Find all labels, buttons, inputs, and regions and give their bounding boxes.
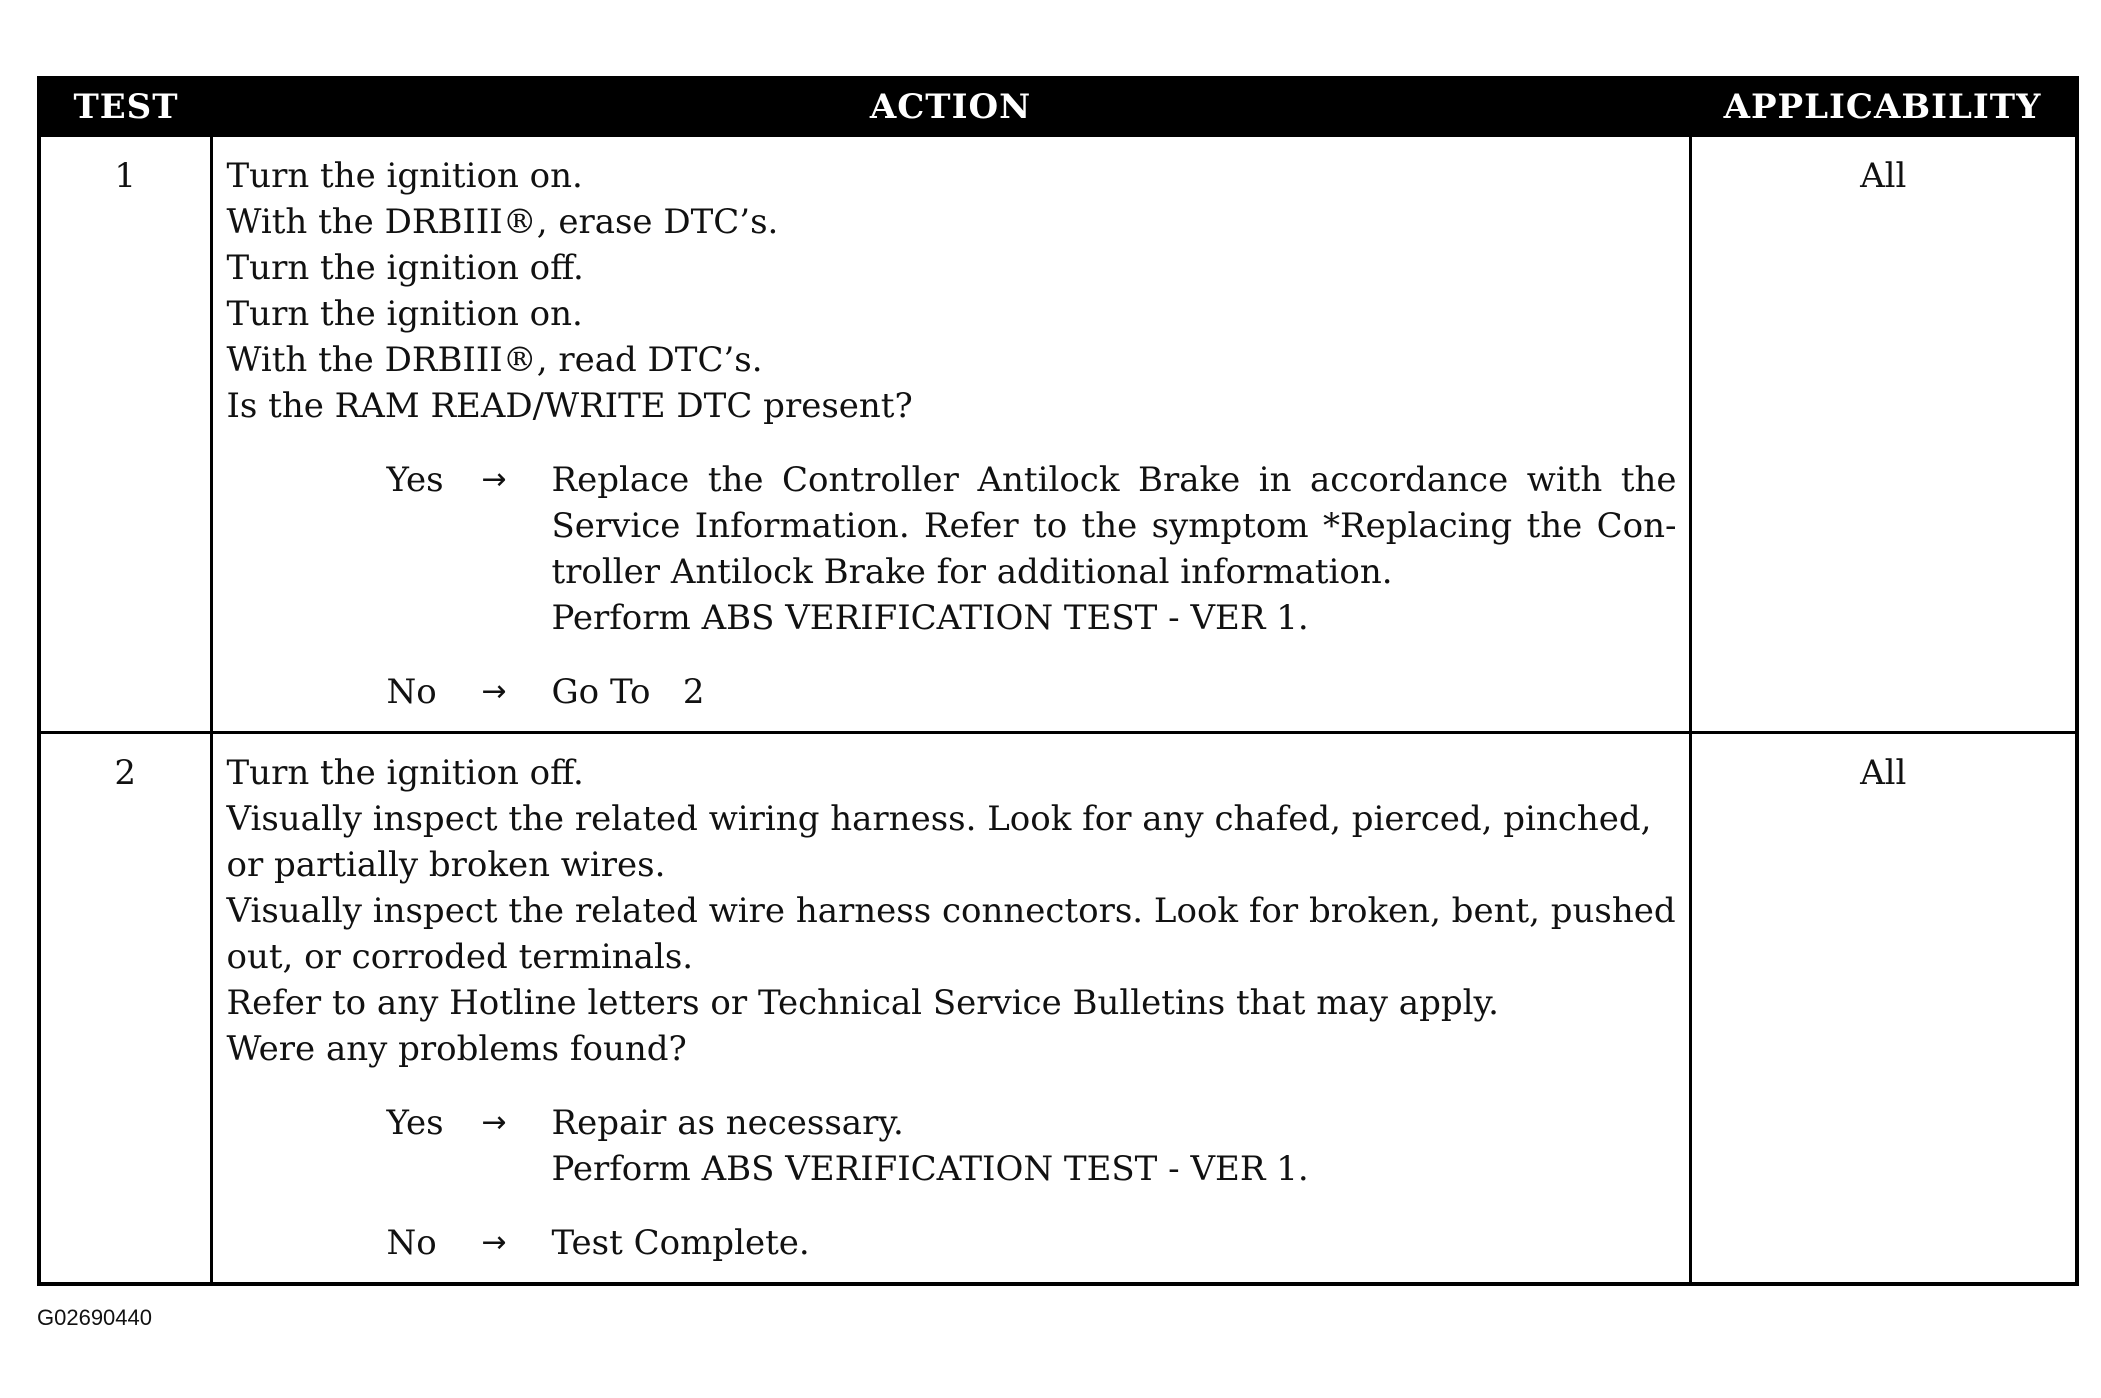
header-test: TEST bbox=[39, 78, 211, 136]
test-number: 1 bbox=[39, 136, 211, 733]
table-row bbox=[39, 733, 2077, 1285]
figure-id: G02690440 bbox=[37, 1305, 152, 1330]
action-step: With the DRBIII®, read DTC’s. bbox=[226, 340, 763, 380]
action-step: Visually inspect the related wiring harness. Look for any chafed, pierced, pinched, or partially broken wires. bbox=[226, 799, 1652, 885]
table-row bbox=[39, 136, 2077, 733]
yes-label: Yes bbox=[386, 460, 444, 500]
yes-line: Perform ABS VERIFICATION TEST - VER 1. bbox=[551, 1149, 1309, 1189]
diagnostic-test-table bbox=[37, 76, 2079, 1286]
no-branch bbox=[227, 669, 1677, 715]
test-number: 2 bbox=[39, 733, 211, 1285]
action-cell bbox=[211, 136, 1690, 733]
arrow-right-icon: → bbox=[481, 1105, 507, 1140]
arrow-right-icon: → bbox=[481, 674, 507, 709]
action-cell bbox=[211, 733, 1690, 1285]
yes-line: Repair as necessary. bbox=[551, 1103, 904, 1143]
arrow-right-icon: → bbox=[481, 1225, 507, 1260]
header-applicability: APPLICABILITY bbox=[1690, 78, 2077, 136]
yes-label: Yes bbox=[386, 1103, 444, 1143]
no-text: Go To 2 bbox=[551, 672, 705, 712]
yes-line: Replace the Controller Antilock Brake in accordance with the Service Information. Refer to the symptom *Replacing the Con-troller Antilock Brake for additional information. bbox=[551, 460, 1677, 592]
yes-text bbox=[552, 457, 1677, 641]
applicability-value: All bbox=[1690, 733, 2077, 1285]
action-step: Turn the ignition on. bbox=[226, 156, 583, 196]
action-step: Turn the ignition on. bbox=[226, 294, 583, 334]
table-header-row bbox=[39, 78, 2077, 136]
action-question: Is the RAM READ/WRITE DTC present? bbox=[226, 386, 913, 426]
action-step: Visually inspect the related wire harness connectors. Look for broken, bent, pushed out, or corroded terminals. bbox=[226, 891, 1676, 977]
branches bbox=[227, 457, 1677, 715]
yes-line: Perform ABS VERIFICATION TEST - VER 1. bbox=[551, 598, 1309, 638]
branches bbox=[227, 1100, 1677, 1266]
no-text: Test Complete. bbox=[551, 1223, 810, 1263]
action-step: Refer to any Hotline letters or Technical Service Bulletins that may apply. bbox=[226, 983, 1499, 1023]
yes-text bbox=[552, 1100, 1677, 1192]
action-question: Were any problems found? bbox=[226, 1029, 687, 1069]
action-step: Turn the ignition off. bbox=[226, 753, 584, 793]
no-label: No bbox=[386, 672, 437, 712]
yes-branch bbox=[227, 1100, 1677, 1192]
action-step: With the DRBIII®, erase DTC’s. bbox=[226, 202, 779, 242]
no-branch bbox=[227, 1220, 1677, 1266]
yes-branch bbox=[227, 457, 1677, 641]
applicability-value: All bbox=[1690, 136, 2077, 733]
arrow-right-icon: → bbox=[481, 462, 507, 497]
header-action: ACTION bbox=[211, 78, 1690, 136]
no-label: No bbox=[386, 1223, 437, 1263]
action-step: Turn the ignition off. bbox=[226, 248, 584, 288]
